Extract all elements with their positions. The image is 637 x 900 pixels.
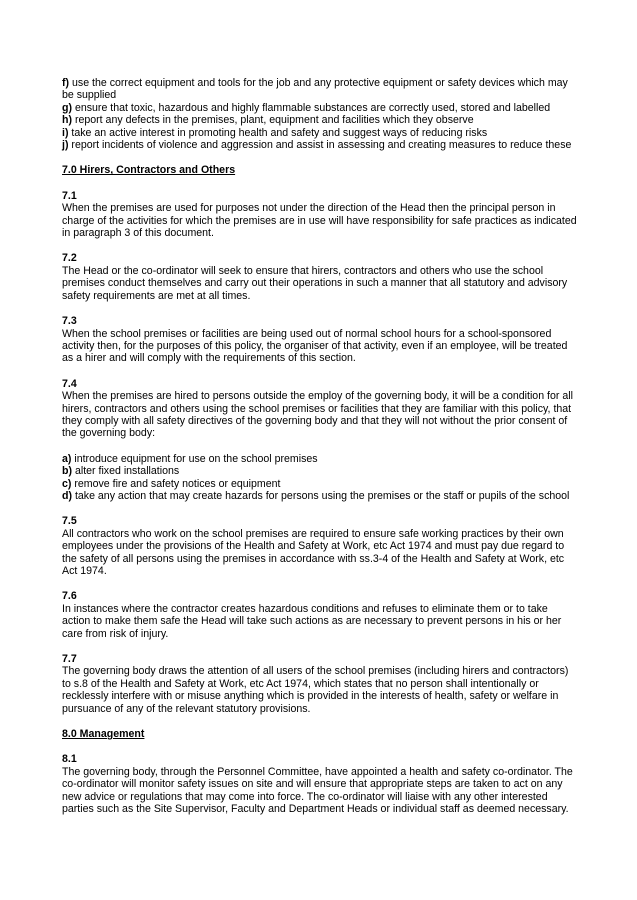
clause-text-8-1: The governing body, through the Personnel Committee, have appointed a health and safety co-ordinator. The co-ordinator will monitor safety issues on site and will ensure that appropriate steps are taken to act on any new advice or regulations that may come into force. The co-ordinator will liaise with any other interested parties such as the Site Supervisor, Faculty and Department Heads or individual staff as deemed necessary.	[62, 765, 573, 816]
clause-number-7-7: 7.7	[62, 653, 77, 666]
list-item: g) ensure that toxic, hazardous and highly flammable substances are correctly used, stored and labelled	[62, 101, 551, 114]
clause-text-7-7: The governing body draws the attention of all users of the school premises (including hirers and contractors) to s.8 of the Health and Safety at Work, etc Act 1974, which states that no person shall intentionally or recklessly interfere with or misuse anything which is provided in the interests of health, safety or welfare in pursuance of any of the relevant statutory provisions.	[62, 665, 569, 715]
clause-number-8-1: 8.1	[62, 753, 77, 766]
clause-number-7-4: 7.4	[62, 377, 77, 390]
list-item: h) report any defects in the premises, plant, equipment and facilities which they observe	[62, 114, 474, 127]
section-heading-7: 7.0 Hirers, Contractors and Others	[62, 164, 236, 177]
clause-text-7-3: When the school premises or facilities are being used out of normal school hours for a school-sponsored activity then, for the purposes of this policy, the organiser of that activity, even if an employee, will be treated as a hirer and will comply with the requirements of this section.	[62, 327, 568, 365]
clause-number-7-6: 7.6	[62, 590, 77, 603]
list-item: d) take any action that may create hazards for persons using the premises or the staff or pupils of the school	[62, 489, 570, 502]
section-heading-8: 8.0 Management	[62, 728, 145, 741]
clause-number-7-5: 7.5	[62, 515, 77, 528]
clause-text-7-5: All contractors who work on the school premises are required to ensure safe working practices by their own employees under the provisions of the Health and Safety at Work, etc Act 1974 and must pay due regard to the safety of all persons using the premises in accordance with ss.3-4 of the Health and Safety at Work, etc Act 1974.	[62, 527, 565, 577]
clause-number-7-2: 7.2	[62, 252, 77, 265]
list-item: j) report incidents of violence and aggression and assist in assessing and creating measures to reduce these	[62, 139, 572, 152]
list-item: f) use the correct equipment and tools for the job and any protective equipment or safety devices which may be supplied	[62, 77, 568, 102]
clause-text-7-6: In instances where the contractor creates hazardous conditions and refuses to eliminate them or to take action to make them safe the Head will take such actions as are necessary to prevent persons in his or her care from risk of injury.	[62, 602, 562, 640]
list-item: b) alter fixed installations	[62, 465, 180, 478]
prohibited-actions-list	[62, 453, 579, 503]
clause-number-7-3: 7.3	[62, 315, 77, 328]
list-item: i) take an active interest in promoting health and safety and suggest ways of reducing risks	[62, 126, 488, 139]
list-item: a) introduce equipment for use on the school premises	[62, 452, 318, 465]
clause-text-7-4: When the premises are hired to persons outside the employ of the governing body, it will be a condition for all hirers, contractors and others using the school premises or facilities that they are familiar with this policy, that they comply with all safety directives of the governing body and that they will not without the prior consent of the governing body:	[62, 390, 573, 440]
list-item: c) remove fire and safety notices or equipment	[62, 477, 281, 490]
clause-text-7-1: When the premises are used for purposes not under the direction of the Head then the principal person in charge of the activities for which the premises are in use will have responsibility for safe practices as indicated in paragraph 3 of this document.	[62, 202, 577, 240]
clause-number-7-1: 7.1	[62, 189, 77, 202]
clause-text-7-2: The Head or the co-ordinator will seek to ensure that hirers, contractors and others who use the school premises conduct themselves and carry out their operations in such a manner that all statutory and advisory safety requirements are met at all times.	[62, 264, 568, 302]
duties-list	[62, 77, 579, 151]
